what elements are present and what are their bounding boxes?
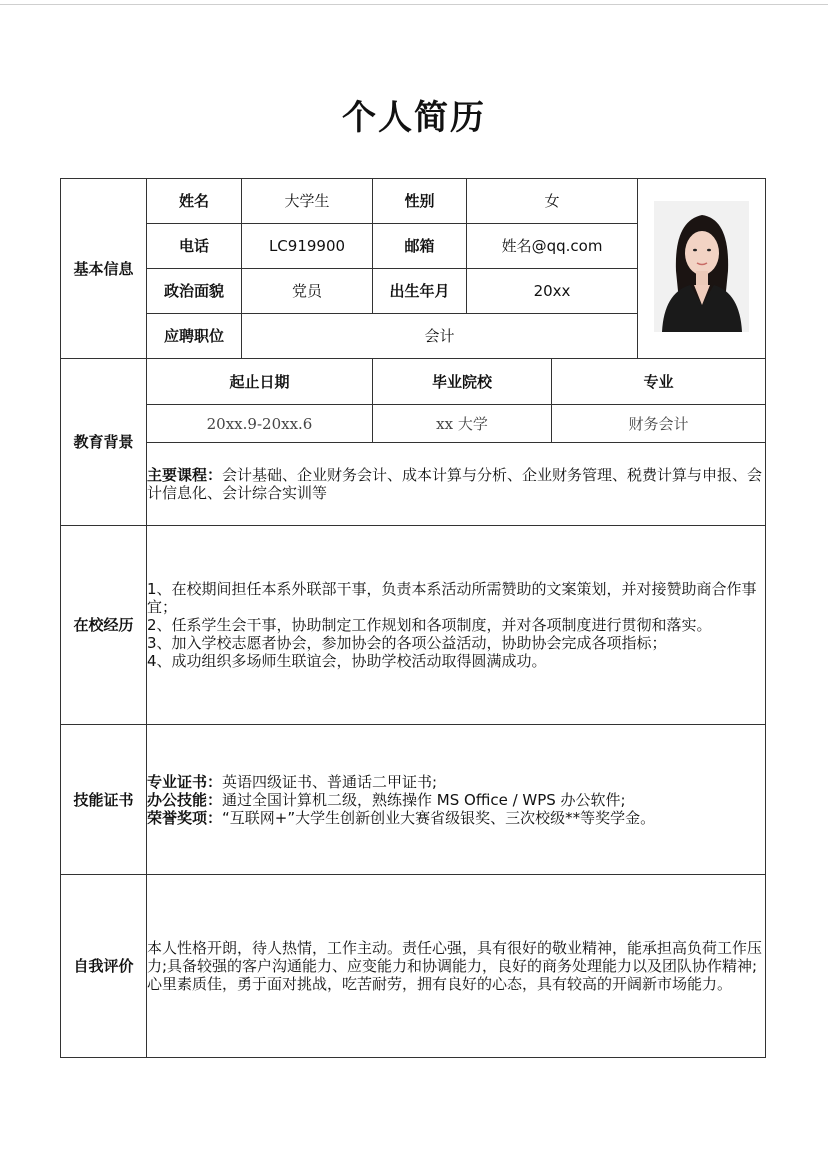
section-basic-info: 基本信息	[61, 179, 147, 359]
campus-item: 4、成功组织多场师生联谊会，协助学校活动取得圆满成功。	[147, 652, 547, 670]
email-value: 姓名@qq.com	[467, 224, 638, 269]
political-value: 党员	[242, 269, 373, 314]
skill-label: 荣誉奖项：	[147, 808, 223, 827]
courses-text: 会计基础、企业财务会计、成本计算与分析、企业财务管理、税费计算与申报、会计信息化、会计综合实训等	[147, 466, 763, 502]
edu-dates: 20xx.9-20xx.6	[147, 405, 373, 443]
gender-value: 女	[467, 179, 638, 224]
self-eval-text: 本人性格开朗，待人热情，工作主动。责任心强，具有很好的敬业精神，能承担高负荷工作压力;具备较强的客户沟通能力、应变能力和协调能力，良好的商务处理能力以及团队协作精神;心里素质佳，勇于面对挑战，吃苦耐劳，拥有良好的心态，具有较高的开阔新市场能力。	[147, 875, 766, 1058]
portrait-photo-icon	[654, 201, 749, 332]
skill-item	[147, 773, 765, 791]
skill-label: 专业证书：	[147, 772, 223, 791]
courses-label: 主要课程：	[147, 466, 223, 484]
edu-header-major: 专业	[552, 359, 766, 405]
campus-experience	[147, 526, 766, 725]
birth-label: 出生年月	[373, 269, 467, 314]
phone-value: LC919900	[242, 224, 373, 269]
skill-text: 通过全国计算机二级，熟练操作 MS Office / WPS 办公软件;	[222, 790, 626, 809]
political-label: 政治面貌	[147, 269, 242, 314]
main-courses	[147, 443, 766, 526]
name-label: 姓名	[147, 179, 242, 224]
skill-text: 英语四级证书、普通话二甲证书;	[222, 772, 438, 791]
skills-content	[147, 725, 766, 875]
page-top-border	[0, 4, 828, 5]
edu-major: 财务会计	[552, 405, 766, 443]
skill-text: “互联网+”大学生创新创业大赛省级银奖、三次校级**等奖学金。	[222, 808, 656, 827]
campus-item: 3、加入学校志愿者协会，参加协会的各项公益活动，协助协会完成各项指标；	[147, 634, 667, 652]
section-education: 教育背景	[61, 359, 147, 526]
gender-label: 性别	[373, 179, 467, 224]
edu-school: xx 大学	[373, 405, 552, 443]
section-self-eval: 自我评价	[61, 875, 147, 1058]
section-campus: 在校经历	[61, 526, 147, 725]
birth-value: 20xx	[467, 269, 638, 314]
phone-label: 电话	[147, 224, 242, 269]
position-label: 应聘职位	[147, 314, 242, 359]
campus-item: 2、任系学生会干事，协助制定工作规划和各项制度，并对各项制度进行贯彻和落实。	[147, 616, 712, 634]
name-value: 大学生	[242, 179, 373, 224]
email-label: 邮箱	[373, 224, 467, 269]
position-value: 会计	[242, 314, 638, 359]
section-skills: 技能证书	[61, 725, 147, 875]
skill-label: 办公技能：	[147, 790, 223, 809]
edu-header-dates: 起止日期	[147, 359, 373, 405]
photo-cell	[638, 179, 766, 359]
skill-item	[147, 809, 765, 827]
skill-item	[147, 791, 765, 809]
page-title: 个人简历	[342, 98, 486, 138]
resume-table	[60, 178, 766, 1058]
edu-header-school: 毕业院校	[373, 359, 552, 405]
campus-item: 1、在校期间担任本系外联部干事，负责本系活动所需赞助的文案策划，并对接赞助商合作事宜；	[147, 580, 757, 616]
